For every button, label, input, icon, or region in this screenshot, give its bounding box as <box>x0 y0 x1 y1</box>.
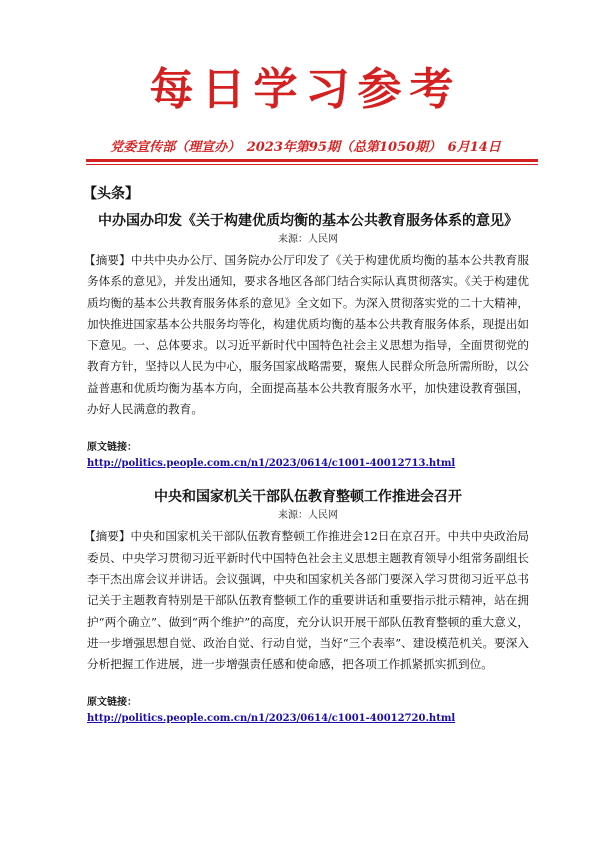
article-2 <box>84 486 529 727</box>
article-abstract: 【摘要】中央和国家机关干部队伍教育整顿工作推进会12日在京召开。中共中央政治局委员、中央学习贯彻习近平新时代中国特色社会主义思想主题教育领导小组常务副组长李干杰出席会议并讲话。会议强调，中央和国家机关各部门要深入学习贯彻习近平总书记关于主题教育特别是干部队伍教育整顿工作的重要讲话和重要指示批示精神，站在拥护“两个确立”、做到“两个维护”的高度，充分认识开展干部队伍教育整顿的重大意义，进一步增强思想自觉、政治自觉、行动自觉，当好“三个表率”、建设模范机关。要深入分析把握工作进展，进一步增强责任感和使命感，把各项工作抓紧抓实抓到位。 <box>84 529 529 672</box>
article-source: 来源：人民网 <box>278 234 338 245</box>
issue-line: 党委宣传部（理宣办） 2023年第95期（总第1050期） 6月14日 <box>110 140 501 155</box>
link-label: 原文链接： <box>87 697 137 709</box>
header-rule-thin <box>86 164 538 165</box>
article-link[interactable]: http://politics.people.com.cn/n1/2023/0614/c1001-40012713.html <box>87 458 456 470</box>
masthead-title: 每日学习参考 <box>149 64 462 115</box>
main-content <box>83 184 529 727</box>
article-title: 中办国办印发《关于构建优质均衡的基本公共教育服务体系的意见》 <box>98 213 518 229</box>
link-label: 原文链接： <box>87 442 137 454</box>
header-rule-thick <box>86 159 538 162</box>
article-link[interactable]: http://politics.people.com.cn/n1/2023/0614/c1001-40012720.html <box>87 713 456 725</box>
article-abstract: 【摘要】中共中央办公厅、国务院办公厅印发了《关于构建优质均衡的基本公共教育服务体系的意见》，并发出通知，要求各地区各部门结合实际认真贯彻落实。《关于构建优质均衡的基本公共教育服务体系的意见》全文如下。为深入贯彻落实党的二十大精神，加快推进国家基本公共服务均等化，构建优质均衡的基本公共教育服务体系，现提出如下意见。一、总体要求。以习近平新时代中国特色社会主义思想为指导，全面贯彻党的教育方针，坚持以人民为中心，服务国家战略需要，聚焦人民群众所急所需所盼，以公益普惠和优质均衡为基本方向，全面提高基本公共教育服务水平，加快建设教育强国，办好人民满意的教育。 <box>84 253 529 417</box>
article-1 <box>84 210 529 472</box>
article-title: 中央和国家机关干部队伍教育整顿工作推进会召开 <box>154 489 462 506</box>
article-source: 来源：人民网 <box>278 510 338 522</box>
section-tag: 【头条】 <box>83 186 139 202</box>
